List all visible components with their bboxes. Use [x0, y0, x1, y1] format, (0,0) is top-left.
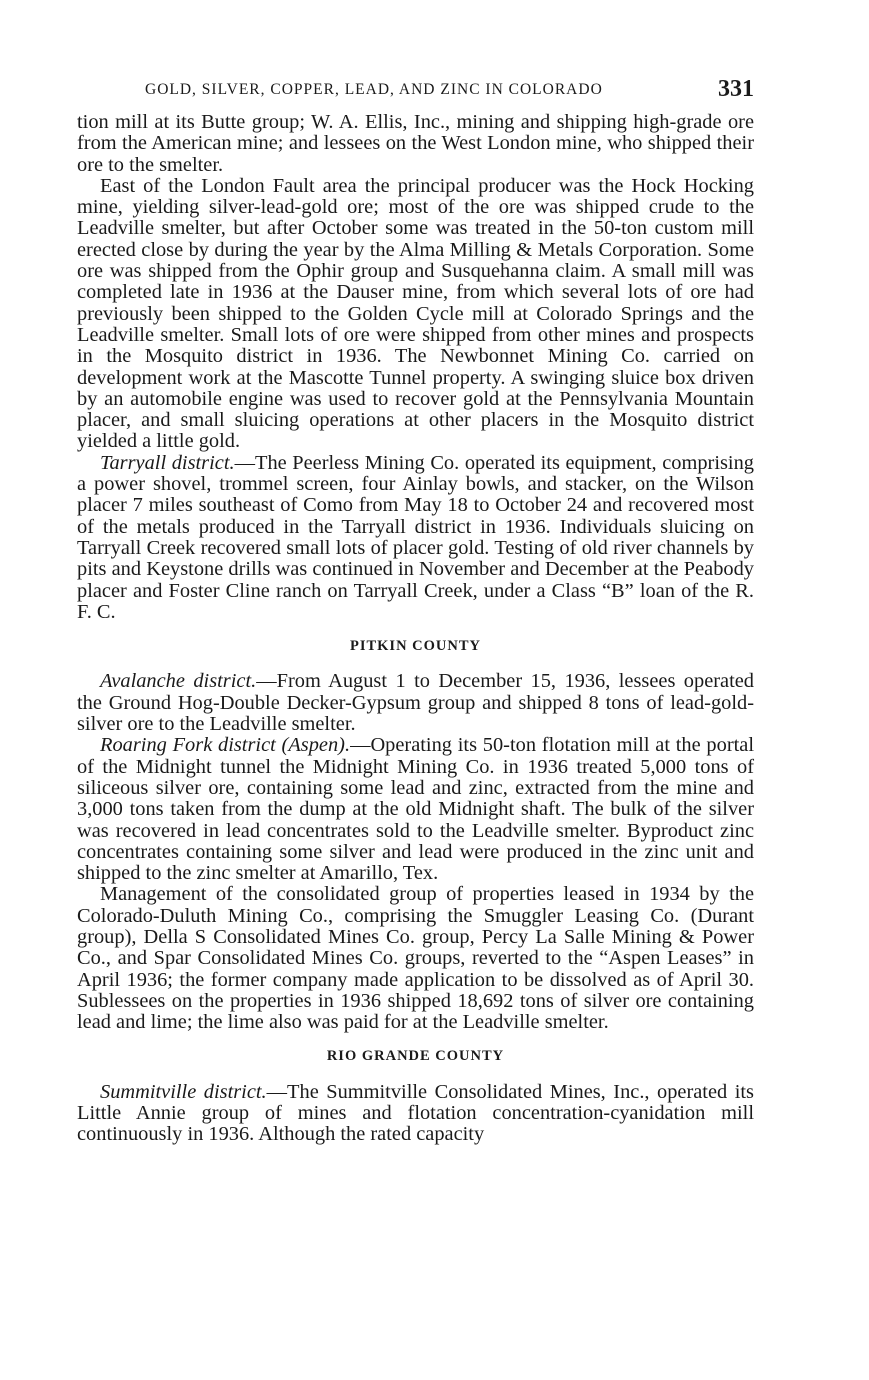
district-name-summitville: Summitville district. [100, 1080, 267, 1103]
paragraph-summitville [77, 1082, 754, 1146]
running-header [77, 76, 754, 104]
running-title: GOLD, SILVER, COPPER, LEAD, AND ZINC IN COLORADO [145, 81, 603, 98]
section-heading-rio-grande-county: RIO GRANDE COUNTY [326, 1048, 505, 1065]
district-name-roaring-fork: Roaring Fork district (Aspen). [100, 734, 351, 757]
section-heading-pitkin-county: PITKIN COUNTY [349, 638, 482, 655]
body-text [77, 112, 754, 1146]
paragraph-continuation: tion mill at its Butte group; W. A. Ellis, Inc., mining and shipping high-grade ore from the American mine; and lessees on the West London mine, who shipped their ore to the smelter. [77, 111, 754, 176]
paragraph-management: Management of the consolidated group of properties leased in 1934 by the Colorado-Duluth Mining Co., comprising the Smuggler Leasing Co. (Durant group), Della S Consolidated Mines Co. group, Percy La Salle Mining & Power Co., and Spar Consolidated Mines Co. groups, reverted to the “Aspen Leases” in April 1936; the former company made application to be dissolved as of April 30. Sublessees on the properties in 1936 shipped 18,692 tons of silver ore containing lead and lime; the lime also was paid for at the Leadville smelter. [77, 883, 754, 1034]
district-name-avalanche: Avalanche district. [100, 670, 257, 693]
paragraph-tarryall [77, 453, 754, 623]
paragraph-tarryall-text: —The Peerless Mining Co. operated its equipment, comprising a power shovel, trommel screen, four Ainlay bowls, and stacker, on the Wilson placer 7 miles southeast of Como from May 18 to October 24 and recovered most of the metals produced in the Tarryall district in 1936. Individuals sluicing on Tarryall Creek recovered small lots of placer gold. Testing of old river channels by pits and Keystone drills was continued in November and December at the Peabody placer and Foster Cline ranch on Tarryall Creek, under a Class “B” loan of the R. F. C. [77, 451, 754, 623]
page-number: 331 [718, 76, 754, 102]
paragraph-london-fault: East of the London Fault area the principal producer was the Hock Hocking mine, yielding silver-lead-gold ore; most of the ore was shipped crude to the Leadville smelter, but after October some was treated in the 50-ton custom mill erected close by during the year by the Alma Milling & Metals Corporation. Some ore was shipped from the Ophir group and Susquehanna claim. A small mill was completed late in 1936 at the Dauser mine, from which several lots of ore had previously been shipped to the Golden Cycle mill at Colorado Springs and the Leadville smelter. Small lots of ore were shipped from other mines and prospects in the Mosquito district in 1936. The Newbonnet Mining Co. carried on development work at the Mascotte Tunnel property. A swinging sluice box driven by an automobile engine was used to recover gold at the Pennsylvania Mountain placer, and small sluicing operations at other placers in the Mosquito district yielded a little gold. [77, 174, 754, 453]
paragraph-summitville-text: —The Summitville Consolidated Mines, Inc., operated its Little Annie group of mines and flotation concentration-cyanidation mill continuously in 1936. Although the rated capacity [77, 1080, 754, 1146]
paragraph-avalanche-text: —From August 1 to December 15, 1936, lessees operated the Ground Hog-Double Decker-Gypsum group and shipped 8 tons of lead-gold-silver ore to the Leadville smelter. [77, 670, 754, 736]
paragraph-roaring-fork-text: —Operating its 50-ton flotation mill at the portal of the Midnight tunnel the Midnight Mining Co. in 1936 treated 5,000 tons of siliceous silver ore, containing some lead and zinc, extracted from the mine and 3,000 tons taken from the dump at the old Midnight shaft. The bulk of the silver was recovered in lead concentrates sold to the Leadville smelter. Byproduct zinc concentrates containing some silver and lead were produced in the zinc unit and shipped to the zinc smelter at Amarillo, Tex. [77, 734, 754, 885]
paragraph-avalanche [77, 671, 754, 735]
district-name-tarryall: Tarryall district. [100, 451, 235, 474]
paragraph-roaring-fork [77, 735, 754, 884]
document-page [77, 76, 754, 1146]
